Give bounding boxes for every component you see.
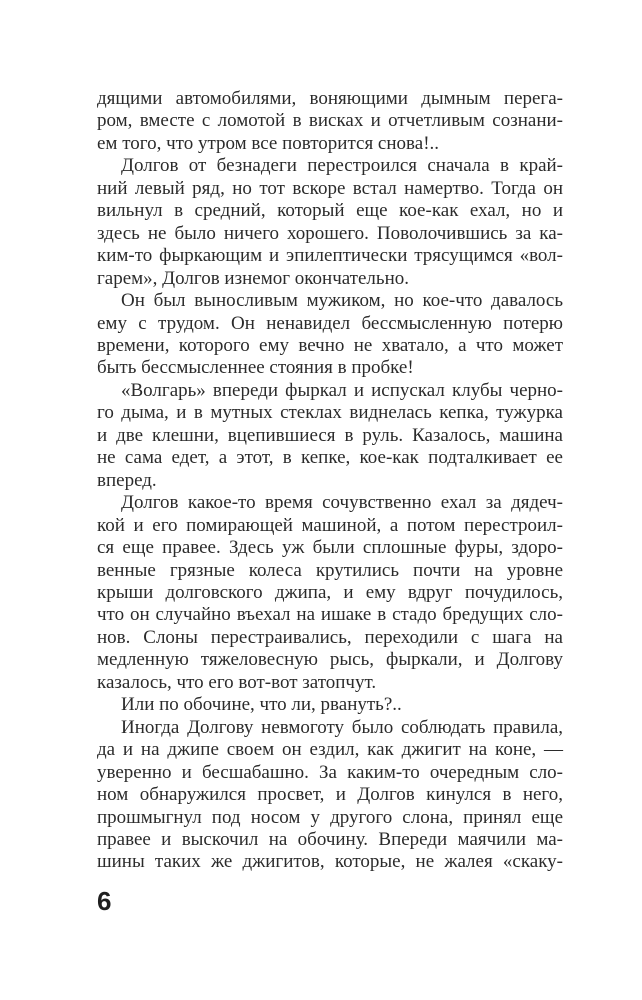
text-line: ким-то фыркающим и эпилептически трясущимся «вол-	[97, 245, 563, 267]
paragraph	[97, 88, 563, 155]
paragraph	[97, 290, 563, 380]
text-line: Иногда Долгову невмоготу было соблюдать правила,	[121, 716, 563, 738]
text-line: гарем», Долгов изнемог окончательно.	[97, 267, 409, 289]
paragraph	[97, 492, 563, 694]
text-line: дящими автомобилями, воняющими дымным перега-	[97, 88, 563, 109]
text-line: быть бессмысленнее стояния в пробке!	[97, 357, 414, 379]
text-line: да и на джипе своем он ездил, как джигит на коне, —	[97, 739, 563, 761]
text-line: прошмыгнул под носом у другого слона, принял еще	[97, 806, 563, 828]
text-line: шины таких же джигитов, которые, не жалея «скаку-	[97, 851, 563, 873]
text-line: кой и его помирающей машиной, а потом перестроил-	[97, 514, 563, 536]
paragraph	[97, 155, 563, 290]
text-line: ром, вместе с ломотой в висках и отчетливым сознани-	[97, 110, 563, 132]
text-line: ся еще правее. Здесь уж были сплошные фуры, здоро-	[97, 537, 563, 559]
text-line: вильнул в средний, который еще кое-как ехал, но и	[97, 200, 563, 222]
paragraph	[97, 694, 563, 716]
text-line: здесь не было ничего хорошего. Поволочившись за ка-	[97, 222, 563, 244]
text-line: медленную тяжеловесную рысь, фыркали, и Долгову	[97, 649, 563, 671]
text-line: уверенно и бесшабашно. За каким-то очередным сло-	[97, 761, 563, 783]
paragraph	[97, 717, 563, 874]
body-text	[97, 88, 563, 874]
text-line: го дыма, и в мутных стеклах виднелась кепка, тужурка	[97, 402, 563, 424]
page-number: 6	[97, 886, 112, 916]
text-line: не сама едет, а этот, в кепке, кое-как подталкивает ее	[97, 447, 563, 469]
text-line: ем того, что утром все повторится снова!..	[97, 132, 440, 154]
text-line: Долгов от безнадеги перестроился сначала в край-	[121, 155, 563, 177]
text-line: Он был выносливым мужиком, но кое-что давалось	[121, 290, 563, 312]
paragraph	[97, 380, 563, 492]
text-line: вперед.	[97, 469, 157, 491]
text-line: «Волгарь» впереди фыркал и испускал клубы черно-	[121, 379, 563, 401]
text-line: ний левый ряд, но тот вскоре встал намертво. Тогда он	[97, 177, 563, 199]
text-line: времени, которого ему вечно не хватало, а что может	[97, 334, 563, 356]
text-line: ном обнаружился просвет, и Долгов кинулся в него,	[97, 784, 563, 806]
text-line: Долгов какое-то время сочувственно ехал за дядеч-	[121, 492, 563, 514]
text-line: ему с трудом. Он ненавидел бессмысленную потерю	[97, 312, 563, 334]
text-line: нов. Слоны перестраивались, переходили с шага на	[97, 626, 563, 648]
text-line: Или по обочине, что ли, рвануть?..	[121, 694, 402, 716]
text-line: и две клешни, вцепившиеся в руль. Казалось, машина	[97, 424, 563, 446]
text-line: крыши долговского джипа, и ему вдруг почудилось,	[97, 581, 563, 603]
text-line: венные грязные колеса крутились почти на уровне	[97, 559, 563, 581]
text-line: правее и выскочил на обочину. Впереди маячили ма-	[97, 828, 563, 850]
text-line: что он случайно въехал на ишаке в стадо бредущих сло-	[97, 604, 563, 626]
text-line: казалось, что его вот-вот затопчут.	[97, 671, 377, 693]
